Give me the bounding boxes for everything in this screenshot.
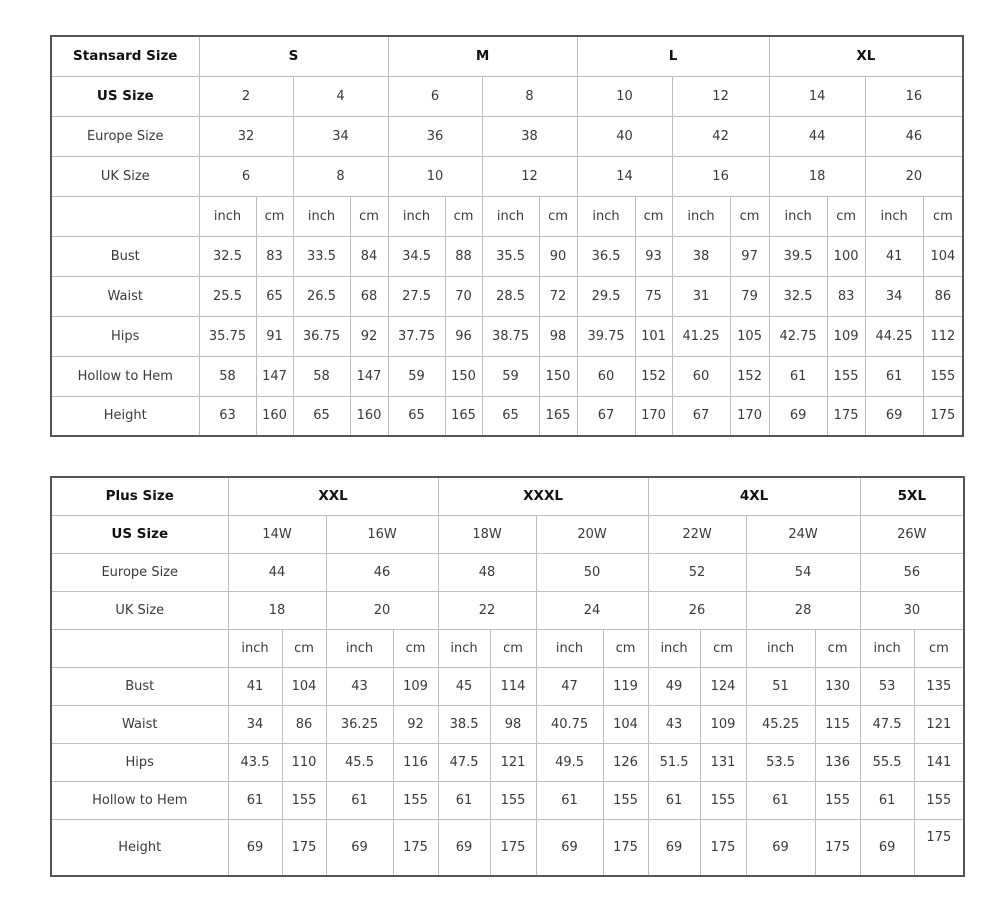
uk-size-cell: 28: [746, 591, 860, 629]
unit-inch: inch: [648, 629, 700, 667]
measurement-cell: 35.75: [199, 316, 256, 356]
measurement-cell: 55.5: [860, 743, 914, 781]
measurement-cell: 67: [672, 396, 730, 436]
us-size-cell: 18W: [438, 515, 536, 553]
uk-size-cell: 18: [769, 156, 865, 196]
uk-size-cell: 10: [388, 156, 482, 196]
measurement-cell: 175: [603, 819, 648, 876]
measurement-cell: 61: [438, 781, 490, 819]
measurement-cell: 61: [326, 781, 393, 819]
measurement-cell: 150: [445, 356, 482, 396]
measurement-cell: 38.5: [438, 705, 490, 743]
measurement-cell: 175: [827, 396, 865, 436]
measurement-label: Hollow to Hem: [51, 356, 199, 396]
measurement-cell: 59: [482, 356, 539, 396]
europe-size-cell: 36: [388, 116, 482, 156]
plus-europe-size-row: [51, 553, 964, 591]
measurement-cell: 45.25: [746, 705, 815, 743]
measurement-cell: 29.5: [577, 276, 635, 316]
unit-cm: cm: [445, 196, 482, 236]
measurement-cell: 116: [393, 743, 438, 781]
uk-size-cell: 14: [577, 156, 672, 196]
europe-size-cell: 44: [769, 116, 865, 156]
measurement-cell: 175: [393, 819, 438, 876]
measurement-cell: 114: [490, 667, 536, 705]
measurement-cell: 155: [393, 781, 438, 819]
measurement-cell: 104: [282, 667, 326, 705]
measurement-cell: 131: [700, 743, 746, 781]
measurement-cell: 147: [350, 356, 388, 396]
measurement-cell: 61: [228, 781, 282, 819]
measurement-cell: 58: [293, 356, 350, 396]
measurement-cell: 61: [769, 356, 827, 396]
measurement-cell: 61: [746, 781, 815, 819]
unit-inch: inch: [865, 196, 923, 236]
uk-size-cell: 12: [482, 156, 577, 196]
uk-size-cell: 20: [326, 591, 438, 629]
europe-size-cell: 46: [326, 553, 438, 591]
measurement-cell: 44.25: [865, 316, 923, 356]
measurement-cell: 175: [700, 819, 746, 876]
us-size-cell: 8: [482, 76, 577, 116]
measurement-cell: 36.5: [577, 236, 635, 276]
us-size-cell: 2: [199, 76, 293, 116]
measurement-cell: 119: [603, 667, 648, 705]
measurement-label: Hollow to Hem: [51, 781, 228, 819]
measurement-cell: 31: [672, 276, 730, 316]
measurement-cell: 165: [445, 396, 482, 436]
measurement-cell: 34.5: [388, 236, 445, 276]
plus-us-size-row: [51, 515, 964, 553]
europe-size-cell: 40: [577, 116, 672, 156]
measurement-cell: 32.5: [769, 276, 827, 316]
measurement-cell: 34: [228, 705, 282, 743]
hollow-to-hem-row: [51, 356, 963, 396]
unit-cm: cm: [827, 196, 865, 236]
measurement-cell: 84: [350, 236, 388, 276]
measurement-cell: 53.5: [746, 743, 815, 781]
measurement-cell: 40.75: [536, 705, 603, 743]
us-size-cell: 26W: [860, 515, 964, 553]
europe-size-cell: 48: [438, 553, 536, 591]
us-size-label: US Size: [51, 515, 228, 553]
unit-cm: cm: [635, 196, 672, 236]
measurement-cell: 38.75: [482, 316, 539, 356]
measurement-cell: 130: [815, 667, 860, 705]
measurement-cell: 39.5: [769, 236, 827, 276]
unit-cm: cm: [539, 196, 577, 236]
measurement-cell: 25.5: [199, 276, 256, 316]
measurement-cell: 175: [490, 819, 536, 876]
standard-size-label: Stansard Size: [51, 36, 199, 76]
unit-cm: cm: [350, 196, 388, 236]
measurement-cell: 69: [438, 819, 490, 876]
us-size-cell: 12: [672, 76, 769, 116]
measurement-cell: 61: [860, 781, 914, 819]
measurement-cell: 83: [256, 236, 293, 276]
measurement-cell: 47: [536, 667, 603, 705]
measurement-cell: 61: [648, 781, 700, 819]
measurement-cell: 109: [827, 316, 865, 356]
measurement-cell: 141: [914, 743, 964, 781]
measurement-cell: 39.75: [577, 316, 635, 356]
us-size-cell: 14: [769, 76, 865, 116]
size-xl-header: XL: [769, 36, 963, 76]
europe-size-cell: 44: [228, 553, 326, 591]
europe-size-cell: 52: [648, 553, 746, 591]
measurement-cell: 27.5: [388, 276, 445, 316]
plus-size-table: [50, 476, 965, 877]
unit-cm: cm: [700, 629, 746, 667]
measurement-cell: 96: [445, 316, 482, 356]
measurement-cell: 67: [577, 396, 635, 436]
unit-row-blank: [51, 629, 228, 667]
measurement-cell: 112: [923, 316, 963, 356]
measurement-label: Height: [51, 819, 228, 876]
measurement-cell: 47.5: [860, 705, 914, 743]
uk-size-cell: 18: [228, 591, 326, 629]
measurement-cell: 65: [293, 396, 350, 436]
unit-cm: cm: [730, 196, 769, 236]
measurement-cell: 70: [445, 276, 482, 316]
size-4xl-header: 4XL: [648, 477, 860, 515]
measurement-cell: 92: [393, 705, 438, 743]
measurement-cell: 105: [730, 316, 769, 356]
us-size-cell: 20W: [536, 515, 648, 553]
measurement-cell: 110: [282, 743, 326, 781]
hips-row: [51, 316, 963, 356]
measurement-cell: 152: [635, 356, 672, 396]
measurement-cell: 170: [730, 396, 769, 436]
plus-size-label: Plus Size: [51, 477, 228, 515]
measurement-cell: 43: [326, 667, 393, 705]
unit-cm: cm: [256, 196, 293, 236]
europe-size-cell: 32: [199, 116, 293, 156]
uk-size-label: UK Size: [51, 591, 228, 629]
measurement-label: Hips: [51, 316, 199, 356]
size-s-header: S: [199, 36, 388, 76]
measurement-cell: 51.5: [648, 743, 700, 781]
measurement-cell: 152: [730, 356, 769, 396]
europe-size-cell: 34: [293, 116, 388, 156]
measurement-cell: 35.5: [482, 236, 539, 276]
measurement-cell: 175: [923, 396, 963, 436]
measurement-value: 175: [926, 829, 952, 845]
measurement-cell: 135: [914, 667, 964, 705]
measurement-cell: 150: [539, 356, 577, 396]
uk-size-cell: 30: [860, 591, 964, 629]
measurement-cell: 69: [860, 819, 914, 876]
europe-size-cell: 50: [536, 553, 648, 591]
measurement-cell: 155: [282, 781, 326, 819]
plus-hips-row: [51, 743, 964, 781]
measurement-cell: 65: [256, 276, 293, 316]
unit-cm: cm: [393, 629, 438, 667]
measurement-cell: [914, 819, 964, 876]
measurement-cell: 69: [746, 819, 815, 876]
unit-inch: inch: [746, 629, 815, 667]
measurement-cell: 124: [700, 667, 746, 705]
measurement-cell: 155: [490, 781, 536, 819]
us-size-cell: 10: [577, 76, 672, 116]
measurement-cell: 121: [490, 743, 536, 781]
measurement-cell: 59: [388, 356, 445, 396]
unit-row-blank: [51, 196, 199, 236]
measurement-cell: 100: [827, 236, 865, 276]
measurement-cell: 79: [730, 276, 769, 316]
size-xxl-header: XXL: [228, 477, 438, 515]
unit-inch: inch: [388, 196, 445, 236]
measurement-cell: 41: [228, 667, 282, 705]
measurement-label: Waist: [51, 705, 228, 743]
uk-size-cell: 26: [648, 591, 746, 629]
us-size-row: [51, 76, 963, 116]
uk-size-cell: 6: [199, 156, 293, 196]
unit-inch: inch: [482, 196, 539, 236]
measurement-cell: 34: [865, 276, 923, 316]
size-l-header: L: [577, 36, 769, 76]
unit-inch: inch: [228, 629, 282, 667]
measurement-cell: 43: [648, 705, 700, 743]
europe-size-cell: 42: [672, 116, 769, 156]
measurement-cell: 91: [256, 316, 293, 356]
unit-row: [51, 196, 963, 236]
measurement-cell: 160: [350, 396, 388, 436]
us-size-cell: 6: [388, 76, 482, 116]
measurement-cell: 69: [228, 819, 282, 876]
measurement-cell: 121: [914, 705, 964, 743]
measurement-cell: 155: [827, 356, 865, 396]
measurement-cell: 37.75: [388, 316, 445, 356]
uk-size-cell: 8: [293, 156, 388, 196]
measurement-label: Bust: [51, 236, 199, 276]
plus-size-header-row: [51, 477, 964, 515]
measurement-cell: 104: [603, 705, 648, 743]
us-size-cell: 4: [293, 76, 388, 116]
uk-size-cell: 20: [865, 156, 963, 196]
europe-size-cell: 46: [865, 116, 963, 156]
measurement-cell: 45.5: [326, 743, 393, 781]
height-row: [51, 396, 963, 436]
measurement-cell: 88: [445, 236, 482, 276]
measurement-cell: 155: [914, 781, 964, 819]
measurement-cell: 165: [539, 396, 577, 436]
measurement-cell: 69: [865, 396, 923, 436]
measurement-cell: 86: [923, 276, 963, 316]
measurement-cell: 126: [603, 743, 648, 781]
measurement-label: Hips: [51, 743, 228, 781]
unit-inch: inch: [536, 629, 603, 667]
standard-size-table: [50, 35, 964, 437]
measurement-cell: 51: [746, 667, 815, 705]
measurement-cell: 98: [490, 705, 536, 743]
us-size-cell: 16: [865, 76, 963, 116]
measurement-cell: 60: [672, 356, 730, 396]
unit-cm: cm: [282, 629, 326, 667]
measurement-cell: 49.5: [536, 743, 603, 781]
standard-size-header-row: [51, 36, 963, 76]
measurement-cell: 53: [860, 667, 914, 705]
unit-cm: cm: [603, 629, 648, 667]
measurement-cell: 72: [539, 276, 577, 316]
unit-inch: inch: [860, 629, 914, 667]
measurement-cell: 61: [865, 356, 923, 396]
measurement-cell: 42.75: [769, 316, 827, 356]
measurement-cell: 97: [730, 236, 769, 276]
measurement-cell: 68: [350, 276, 388, 316]
measurement-cell: 43.5: [228, 743, 282, 781]
size-m-header: M: [388, 36, 577, 76]
measurement-cell: 160: [256, 396, 293, 436]
plus-waist-row: [51, 705, 964, 743]
measurement-label: Bust: [51, 667, 228, 705]
us-size-cell: 16W: [326, 515, 438, 553]
measurement-cell: 93: [635, 236, 672, 276]
measurement-cell: 155: [923, 356, 963, 396]
measurement-cell: 63: [199, 396, 256, 436]
unit-inch: inch: [577, 196, 635, 236]
measurement-cell: 101: [635, 316, 672, 356]
measurement-cell: 175: [815, 819, 860, 876]
bust-row: [51, 236, 963, 276]
plus-unit-row: [51, 629, 964, 667]
measurement-cell: 58: [199, 356, 256, 396]
us-size-cell: 24W: [746, 515, 860, 553]
unit-inch: inch: [326, 629, 393, 667]
measurement-cell: 32.5: [199, 236, 256, 276]
measurement-cell: 45: [438, 667, 490, 705]
measurement-cell: 75: [635, 276, 672, 316]
measurement-cell: 83: [827, 276, 865, 316]
us-size-label: US Size: [51, 76, 199, 116]
measurement-cell: 41: [865, 236, 923, 276]
measurement-cell: 65: [388, 396, 445, 436]
size-xxxl-header: XXXL: [438, 477, 648, 515]
measurement-cell: 28.5: [482, 276, 539, 316]
measurement-cell: 109: [700, 705, 746, 743]
size-5xl-header: 5XL: [860, 477, 964, 515]
measurement-cell: 104: [923, 236, 963, 276]
europe-size-label: Europe Size: [51, 553, 228, 591]
measurement-cell: 69: [536, 819, 603, 876]
measurement-cell: 36.75: [293, 316, 350, 356]
waist-row: [51, 276, 963, 316]
unit-cm: cm: [923, 196, 963, 236]
europe-size-label: Europe Size: [51, 116, 199, 156]
measurement-cell: 155: [700, 781, 746, 819]
measurement-cell: 36.25: [326, 705, 393, 743]
unit-cm: cm: [914, 629, 964, 667]
plus-uk-size-row: [51, 591, 964, 629]
measurement-cell: 175: [282, 819, 326, 876]
measurement-cell: 65: [482, 396, 539, 436]
europe-size-cell: 54: [746, 553, 860, 591]
measurement-cell: 49: [648, 667, 700, 705]
uk-size-cell: 22: [438, 591, 536, 629]
europe-size-row: [51, 116, 963, 156]
measurement-cell: 92: [350, 316, 388, 356]
unit-inch: inch: [672, 196, 730, 236]
measurement-cell: 136: [815, 743, 860, 781]
unit-inch: inch: [769, 196, 827, 236]
europe-size-cell: 38: [482, 116, 577, 156]
measurement-cell: 47.5: [438, 743, 490, 781]
measurement-cell: 90: [539, 236, 577, 276]
unit-inch: inch: [199, 196, 256, 236]
uk-size-label: UK Size: [51, 156, 199, 196]
measurement-label: Height: [51, 396, 199, 436]
measurement-cell: 155: [815, 781, 860, 819]
measurement-cell: 26.5: [293, 276, 350, 316]
uk-size-row: [51, 156, 963, 196]
measurement-cell: 69: [326, 819, 393, 876]
unit-inch: inch: [293, 196, 350, 236]
measurement-cell: 38: [672, 236, 730, 276]
plus-bust-row: [51, 667, 964, 705]
measurement-cell: 69: [769, 396, 827, 436]
plus-hollow-to-hem-row: [51, 781, 964, 819]
measurement-cell: 109: [393, 667, 438, 705]
uk-size-cell: 24: [536, 591, 648, 629]
us-size-cell: 22W: [648, 515, 746, 553]
unit-cm: cm: [490, 629, 536, 667]
measurement-cell: 115: [815, 705, 860, 743]
unit-cm: cm: [815, 629, 860, 667]
europe-size-cell: 56: [860, 553, 964, 591]
measurement-cell: 98: [539, 316, 577, 356]
measurement-cell: 60: [577, 356, 635, 396]
measurement-label: Waist: [51, 276, 199, 316]
measurement-cell: 69: [648, 819, 700, 876]
unit-inch: inch: [438, 629, 490, 667]
measurement-cell: 33.5: [293, 236, 350, 276]
plus-height-row: [51, 819, 964, 876]
uk-size-cell: 16: [672, 156, 769, 196]
us-size-cell: 14W: [228, 515, 326, 553]
measurement-cell: 147: [256, 356, 293, 396]
measurement-cell: 86: [282, 705, 326, 743]
measurement-cell: 155: [603, 781, 648, 819]
measurement-cell: 170: [635, 396, 672, 436]
measurement-cell: 41.25: [672, 316, 730, 356]
measurement-cell: 61: [536, 781, 603, 819]
